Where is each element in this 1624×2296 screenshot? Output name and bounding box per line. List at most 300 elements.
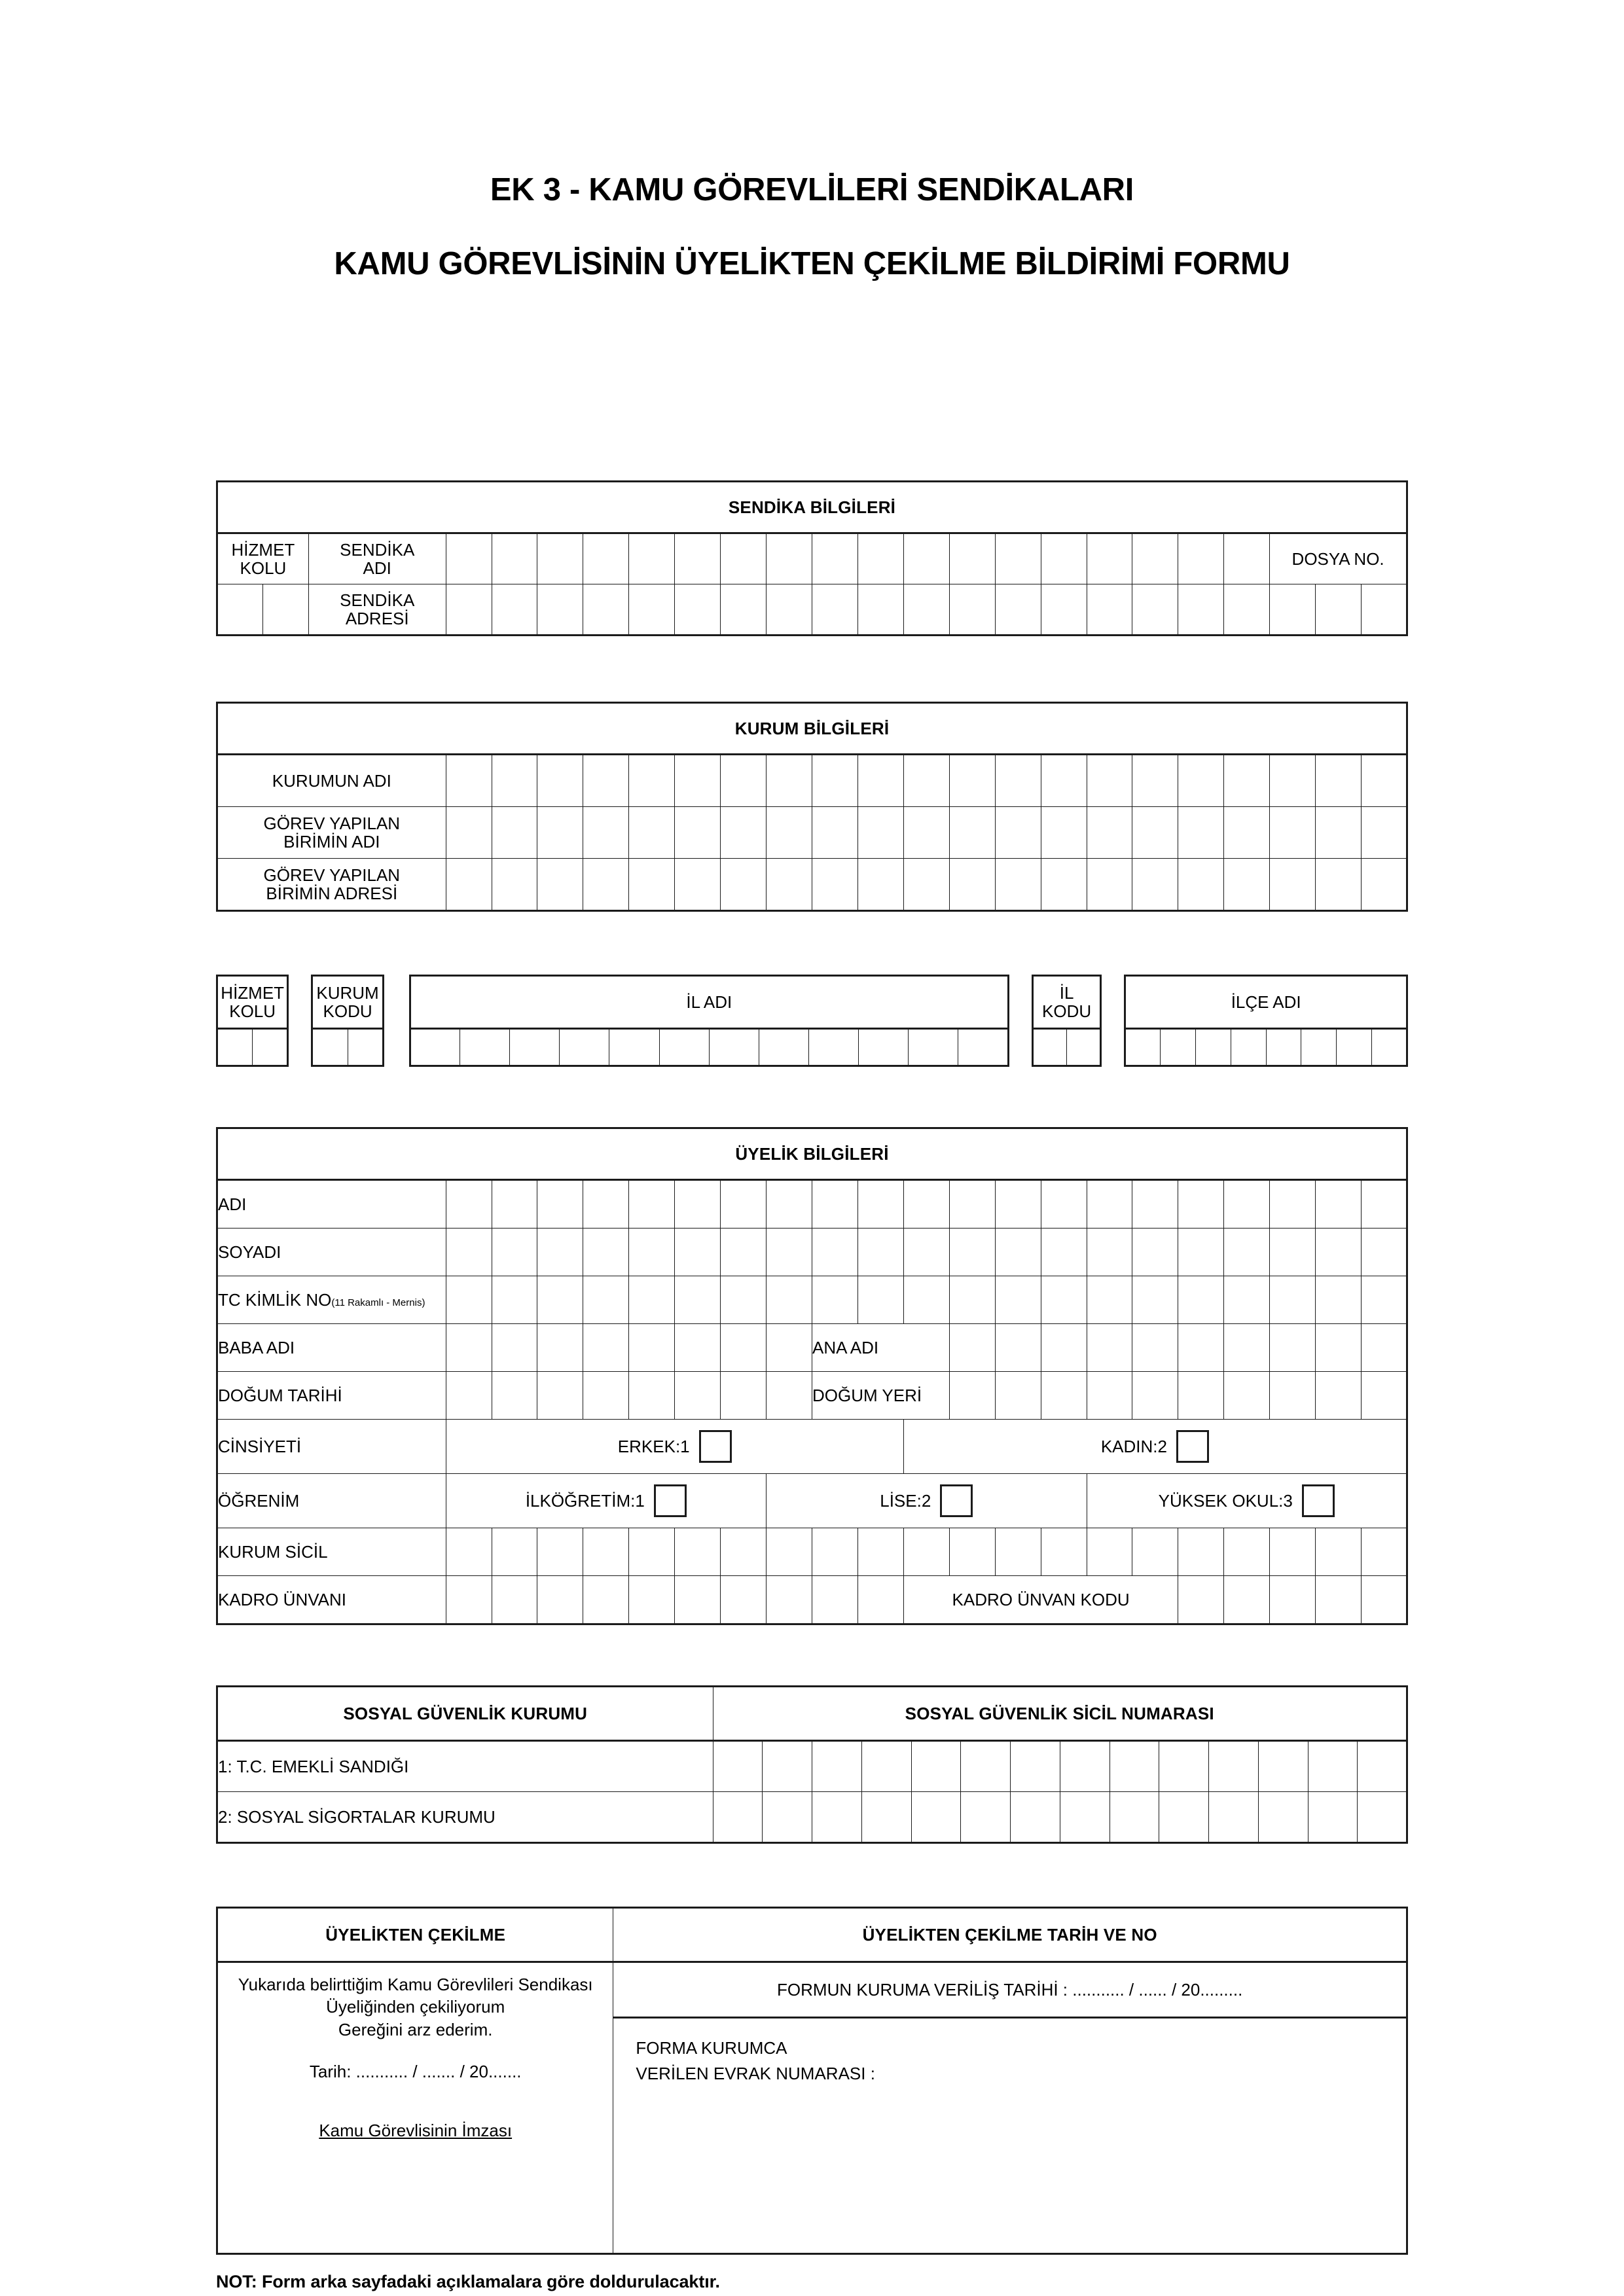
sendika-adi-cell-12[interactable] [949,533,995,584]
adi-cell-6[interactable] [675,1180,721,1229]
kurum-row-3-cell-5[interactable] [629,859,675,911]
kurum-sicil-cell-5[interactable] [629,1528,675,1576]
adi-cell-16[interactable] [1132,1180,1178,1229]
sgk-sosyal-sigortalar-cell-10[interactable] [1159,1792,1209,1843]
kurum-row-3-cell-10[interactable] [857,859,903,911]
tc-kimlik-no-cell-16[interactable] [1132,1276,1178,1324]
soyadi-cell-8[interactable] [767,1229,812,1276]
sendika-adi-cell-11[interactable] [903,533,949,584]
sendika-adresi-cell-8[interactable] [767,584,812,636]
sendika-adresi-cell-17[interactable] [1178,584,1224,636]
adi-cell-11[interactable] [903,1180,949,1229]
kadro-unvani-cell-6[interactable] [675,1576,721,1624]
baba-adi-cell-6[interactable] [675,1324,721,1372]
il-adi-cell-9[interactable] [809,1029,859,1066]
sendika-adresi-cell-3[interactable] [537,584,583,636]
kurum-row-2-cell-12[interactable] [949,807,995,859]
kurum-row-1-cell-2[interactable] [492,755,537,807]
sendika-adi-cell-2[interactable] [492,533,537,584]
sendika-adi-cell-16[interactable] [1132,533,1178,584]
sgk-emekli-sandigi-label[interactable] [217,1741,713,1792]
il-adi-cell-4[interactable] [560,1029,609,1066]
soyadi-cell-9[interactable] [812,1229,857,1276]
sendika-adi-cell-18[interactable] [1224,533,1270,584]
kurum-row-1-cell-18[interactable] [1224,755,1270,807]
sendika-adi-cell-14[interactable] [1041,533,1087,584]
kurum-row-1-cell-8[interactable] [767,755,812,807]
erkek-checkbox[interactable] [699,1430,732,1463]
ana-adi-cell-1[interactable] [949,1324,995,1372]
tc-kimlik-no-cell-6[interactable] [675,1276,721,1324]
adi-cell-2[interactable] [492,1180,537,1229]
sendika-adresi-cell-20[interactable] [1316,584,1362,636]
ilce-adi-cell-7[interactable] [1337,1029,1372,1066]
kurum-row-3-cell-17[interactable] [1178,859,1224,911]
hizmet-kolu-cell-1[interactable] [217,1029,253,1066]
kurum-sicil-cell-7[interactable] [721,1528,767,1576]
sendika-adi-cell-8[interactable] [767,533,812,584]
kurum-row-2-cell-14[interactable] [1041,807,1087,859]
kurum-row-3-cell-3[interactable] [537,859,583,911]
sendika-adresi-cell-1[interactable] [446,584,492,636]
dogum-yeri-cell-2[interactable] [995,1372,1041,1420]
sendika-adi-cell-3[interactable] [537,533,583,584]
ilce-adi-cell-4[interactable] [1231,1029,1266,1066]
sendika-adresi-cell-6[interactable] [675,584,721,636]
kadro-unvani-cell-2[interactable] [492,1576,537,1624]
ilce-adi-cell-1[interactable] [1125,1029,1161,1066]
sendika-adresi-cell-7[interactable] [721,584,767,636]
yuksek-okul-checkbox[interactable] [1302,1484,1335,1517]
kadro-unvani-cell-8[interactable] [767,1576,812,1624]
kurum-row-3-cell-14[interactable] [1041,859,1087,911]
kurum-row-2-cell-8[interactable] [767,807,812,859]
adi-cell-8[interactable] [767,1180,812,1229]
kadro-unvan-kodu-cell-1[interactable] [1178,1576,1224,1624]
dogum-yeri-cell-8[interactable] [1270,1372,1316,1420]
ana-adi-cell-2[interactable] [995,1324,1041,1372]
tc-kimlik-no-cell-4[interactable] [583,1276,629,1324]
tc-kimlik-no-cell-12[interactable] [949,1276,995,1324]
dogum-tarihi-cell-8[interactable] [767,1372,812,1420]
adi-cell-20[interactable] [1316,1180,1362,1229]
kurum-row-2-cell-9[interactable] [812,807,857,859]
sendika-adresi-cell-2[interactable] [492,584,537,636]
hizmet-kolu-cell-2[interactable] [253,1029,288,1066]
sgk-sosyal-sigortalar-cell-9[interactable] [1110,1792,1159,1843]
tc-kimlik-no-cell-5[interactable] [629,1276,675,1324]
adi-cell-10[interactable] [857,1180,903,1229]
sendika-adresi-cell-11[interactable] [903,584,949,636]
tc-kimlik-no-cell-9[interactable] [812,1276,857,1324]
kadro-unvan-kodu-cell-5[interactable] [1362,1576,1407,1624]
ilkogretim-checkbox[interactable] [654,1484,687,1517]
kurum-row-3-cell-2[interactable] [492,859,537,911]
kurum-row-1-cell-4[interactable] [583,755,629,807]
tc-kimlik-no-cell-18[interactable] [1224,1276,1270,1324]
tc-kimlik-no-cell-8[interactable] [767,1276,812,1324]
tc-kimlik-no-cell-20[interactable] [1316,1276,1362,1324]
kamu-gorevlisi-imza-label[interactable]: Kamu Görevlisinin İmzası [319,2121,513,2141]
soyadi-cell-14[interactable] [1041,1229,1087,1276]
soyadi-cell-13[interactable] [995,1229,1041,1276]
kadro-unvan-kodu-cell-2[interactable] [1224,1576,1270,1624]
adi-cell-1[interactable] [446,1180,492,1229]
dogum-tarihi-cell-4[interactable] [583,1372,629,1420]
adi-cell-13[interactable] [995,1180,1041,1229]
kurum-row-3-cell-13[interactable] [995,859,1041,911]
kurum-row-3-cell-12[interactable] [949,859,995,911]
kurum-row-2-cell-5[interactable] [629,807,675,859]
kurum-sicil-cell-9[interactable] [812,1528,857,1576]
sgk-emekli-sandigi-cell-6[interactable] [961,1741,1011,1792]
kurum-row-1-cell-17[interactable] [1178,755,1224,807]
baba-adi-cell-7[interactable] [721,1324,767,1372]
kurum-row-2-cell-17[interactable] [1178,807,1224,859]
sendika-adi-cell-9[interactable] [812,533,857,584]
tc-kimlik-no-cell-15[interactable] [1087,1276,1132,1324]
ilce-adi-cell-2[interactable] [1161,1029,1196,1066]
kurum-row-3-cell-15[interactable] [1087,859,1132,911]
sendika-adresi-cell-4[interactable] [583,584,629,636]
soyadi-cell-21[interactable] [1362,1229,1407,1276]
soyadi-cell-20[interactable] [1316,1229,1362,1276]
kurum-row-3-cell-4[interactable] [583,859,629,911]
baba-adi-cell-8[interactable] [767,1324,812,1372]
sendika-adresi-cell-14[interactable] [1041,584,1087,636]
ana-adi-cell-3[interactable] [1041,1324,1087,1372]
sgk-emekli-sandigi-cell-8[interactable] [1060,1741,1110,1792]
kurum-sicil-cell-14[interactable] [1041,1528,1087,1576]
soyadi-cell-19[interactable] [1270,1229,1316,1276]
dogum-yeri-cell-3[interactable] [1041,1372,1087,1420]
il-adi-cell-1[interactable] [410,1029,460,1066]
kurum-sicil-cell-11[interactable] [903,1528,949,1576]
sgk-sosyal-sigortalar-cell-11[interactable] [1209,1792,1259,1843]
tc-kimlik-no-cell-19[interactable] [1270,1276,1316,1324]
il-adi-cell-8[interactable] [759,1029,808,1066]
kadro-unvani-cell-9[interactable] [812,1576,857,1624]
soyadi-cell-7[interactable] [721,1229,767,1276]
sendika-adi-cell-13[interactable] [995,533,1041,584]
soyadi-cell-1[interactable] [446,1229,492,1276]
sendika-adresi-cell-18[interactable] [1224,584,1270,636]
adi-cell-3[interactable] [537,1180,583,1229]
kurum-row-1-cell-16[interactable] [1132,755,1178,807]
kurum-row-1-cell-5[interactable] [629,755,675,807]
baba-adi-cell-1[interactable] [446,1324,492,1372]
tc-kimlik-no-cell-1[interactable] [446,1276,492,1324]
sgk-sosyal-sigortalar-cell-14[interactable] [1358,1792,1407,1843]
soyadi-cell-11[interactable] [903,1229,949,1276]
kurum-sicil-cell-1[interactable] [446,1528,492,1576]
kurum-row-2-cell-21[interactable] [1362,807,1407,859]
adi-cell-15[interactable] [1087,1180,1132,1229]
kurum-row-3-cell-7[interactable] [721,859,767,911]
kurum-kodu-cell-2[interactable] [348,1029,383,1066]
sgk-emekli-sandigi-cell-1[interactable] [713,1741,763,1792]
kurum-row-1-cell-6[interactable] [675,755,721,807]
sendika-adresi-cell-21[interactable] [1362,584,1407,636]
kurum-row-2-cell-6[interactable] [675,807,721,859]
dogum-yeri-cell-4[interactable] [1087,1372,1132,1420]
sendika-adresi-cell-9[interactable] [812,584,857,636]
adi-cell-5[interactable] [629,1180,675,1229]
kurum-sicil-cell-2[interactable] [492,1528,537,1576]
sgk-emekli-sandigi-cell-14[interactable] [1358,1741,1407,1792]
kurum-row-1-cell-1[interactable] [446,755,492,807]
kurum-sicil-cell-13[interactable] [995,1528,1041,1576]
kurum-row-2-cell-4[interactable] [583,807,629,859]
sgk-sosyal-sigortalar-cell-12[interactable] [1258,1792,1308,1843]
sgk-emekli-sandigi-cell-12[interactable] [1258,1741,1308,1792]
kurum-sicil-cell-3[interactable] [537,1528,583,1576]
kurum-row-3-cell-9[interactable] [812,859,857,911]
tc-kimlik-no-cell-2[interactable] [492,1276,537,1324]
kurum-sicil-cell-6[interactable] [675,1528,721,1576]
sendika-adi-cell-10[interactable] [857,533,903,584]
kurum-row-2-cell-20[interactable] [1316,807,1362,859]
kurum-sicil-cell-16[interactable] [1132,1528,1178,1576]
hizmet-kolu-cell-2[interactable] [262,584,308,636]
soyadi-cell-12[interactable] [949,1229,995,1276]
sgk-sosyal-sigortalar-cell-8[interactable] [1060,1792,1110,1843]
sendika-adresi-cell-16[interactable] [1132,584,1178,636]
kurum-row-2-cell-18[interactable] [1224,807,1270,859]
sgk-emekli-sandigi-cell-3[interactable] [812,1741,862,1792]
kurum-row-3-cell-16[interactable] [1132,859,1178,911]
sgk-sosyal-sigortalar-cell-1[interactable] [713,1792,763,1843]
kurum-row-2-cell-3[interactable] [537,807,583,859]
sgk-sosyal-sigortalar-cell-2[interactable] [763,1792,812,1843]
kadin-checkbox[interactable] [1176,1430,1209,1463]
soyadi-cell-4[interactable] [583,1229,629,1276]
sendika-adresi-cell-15[interactable] [1087,584,1132,636]
soyadi-cell-18[interactable] [1224,1229,1270,1276]
dogum-yeri-cell-10[interactable] [1362,1372,1407,1420]
ilce-adi-cell-5[interactable] [1266,1029,1301,1066]
sgk-emekli-sandigi-cell-13[interactable] [1308,1741,1358,1792]
sgk-sosyal-sigortalar-cell-7[interactable] [1011,1792,1060,1843]
baba-adi-cell-2[interactable] [492,1324,537,1372]
sgk-emekli-sandigi-cell-4[interactable] [861,1741,911,1792]
ana-adi-cell-8[interactable] [1270,1324,1316,1372]
kurum-row-1-cell-13[interactable] [995,755,1041,807]
sgk-sosyal-sigortalar-cell-4[interactable] [861,1792,911,1843]
kadro-unvani-cell-10[interactable] [857,1576,903,1624]
kurum-row-3-cell-18[interactable] [1224,859,1270,911]
baba-adi-cell-5[interactable] [629,1324,675,1372]
kurum-row-3-cell-11[interactable] [903,859,949,911]
kurum-sicil-cell-19[interactable] [1270,1528,1316,1576]
formun-kuruma-verilis-tarihi-cell[interactable] [613,1962,1407,2018]
sendika-adi-cell-7[interactable] [721,533,767,584]
kurum-row-2-cell-7[interactable] [721,807,767,859]
kurum-row-1-cell-7[interactable] [721,755,767,807]
dogum-tarihi-cell-3[interactable] [537,1372,583,1420]
kadin-option-cell[interactable] [903,1420,1407,1474]
evrak-numarasi-cell[interactable] [613,2018,1407,2254]
il-kodu-cell-2[interactable] [1067,1029,1101,1066]
kurum-sicil-cell-18[interactable] [1224,1528,1270,1576]
adi-cell-19[interactable] [1270,1180,1316,1229]
kadro-unvan-kodu-cell-4[interactable] [1316,1576,1362,1624]
sgk-sosyal-sigortalar-cell-6[interactable] [961,1792,1011,1843]
tc-kimlik-no-cell-17[interactable] [1178,1276,1224,1324]
adi-cell-7[interactable] [721,1180,767,1229]
kurum-row-2-cell-11[interactable] [903,807,949,859]
baba-adi-cell-3[interactable] [537,1324,583,1372]
sgk-emekli-sandigi-cell-2[interactable] [763,1741,812,1792]
sgk-emekli-sandigi-cell-11[interactable] [1209,1741,1259,1792]
soyadi-cell-15[interactable] [1087,1229,1132,1276]
kurum-sicil-cell-8[interactable] [767,1528,812,1576]
kurum-row-3-cell-20[interactable] [1316,859,1362,911]
dogum-yeri-cell-9[interactable] [1316,1372,1362,1420]
erkek-option-cell[interactable] [446,1420,903,1474]
ilce-adi-cell-3[interactable] [1196,1029,1231,1066]
adi-cell-9[interactable] [812,1180,857,1229]
dogum-tarihi-cell-6[interactable] [675,1372,721,1420]
sgk-sosyal-sigortalar-cell-5[interactable] [911,1792,961,1843]
baba-adi-cell-4[interactable] [583,1324,629,1372]
il-adi-cell-2[interactable] [460,1029,509,1066]
soyadi-cell-17[interactable] [1178,1229,1224,1276]
sgk-sosyal-sigortalar-label[interactable] [217,1792,713,1843]
sgk-emekli-sandigi-cell-9[interactable] [1110,1741,1159,1792]
dogum-yeri-cell-5[interactable] [1132,1372,1178,1420]
il-adi-cell-11[interactable] [909,1029,958,1066]
ana-adi-cell-7[interactable] [1224,1324,1270,1372]
il-adi-cell-7[interactable] [709,1029,759,1066]
soyadi-cell-10[interactable] [857,1229,903,1276]
ana-adi-cell-10[interactable] [1362,1324,1407,1372]
soyadi-cell-2[interactable] [492,1229,537,1276]
dogum-tarihi-cell-5[interactable] [629,1372,675,1420]
kurum-row-1-cell-11[interactable] [903,755,949,807]
kurum-row-1-cell-14[interactable] [1041,755,1087,807]
tc-kimlik-no-cell-13[interactable] [995,1276,1041,1324]
sendika-adi-cell-17[interactable] [1178,533,1224,584]
il-kodu-cell-1[interactable] [1032,1029,1066,1066]
kurum-row-2-cell-2[interactable] [492,807,537,859]
sendika-adresi-cell-5[interactable] [629,584,675,636]
il-adi-cell-3[interactable] [510,1029,560,1066]
kurum-row-3-cell-6[interactable] [675,859,721,911]
adi-cell-12[interactable] [949,1180,995,1229]
lise-option-cell[interactable] [767,1474,1087,1528]
kurum-row-1-cell-15[interactable] [1087,755,1132,807]
kurum-row-3-cell-8[interactable] [767,859,812,911]
il-adi-cell-5[interactable] [609,1029,659,1066]
kurum-kodu-cell-1[interactable] [312,1029,348,1066]
kurum-sicil-cell-15[interactable] [1087,1528,1132,1576]
kadro-unvani-cell-3[interactable] [537,1576,583,1624]
kadro-unvani-cell-4[interactable] [583,1576,629,1624]
tc-kimlik-no-cell-3[interactable] [537,1276,583,1324]
kadro-unvan-kodu-cell-3[interactable] [1270,1576,1316,1624]
kurum-row-3-cell-21[interactable] [1362,859,1407,911]
ilkogretim-option-cell[interactable] [446,1474,766,1528]
sendika-adi-cell-15[interactable] [1087,533,1132,584]
kurum-row-1-cell-19[interactable] [1270,755,1316,807]
sendika-adresi-cell-12[interactable] [949,584,995,636]
kurum-sicil-cell-10[interactable] [857,1528,903,1576]
kurum-row-1-cell-9[interactable] [812,755,857,807]
sendika-adresi-cell-19[interactable] [1270,584,1316,636]
sendika-adi-cell-5[interactable] [629,533,675,584]
yuksek-okul-option-cell[interactable] [1087,1474,1407,1528]
kurum-row-1-cell-20[interactable] [1316,755,1362,807]
soyadi-cell-3[interactable] [537,1229,583,1276]
dogum-tarihi-cell-7[interactable] [721,1372,767,1420]
sgk-sosyal-sigortalar-cell-13[interactable] [1308,1792,1358,1843]
kurum-row-1-cell-21[interactable] [1362,755,1407,807]
ana-adi-cell-4[interactable] [1087,1324,1132,1372]
sgk-emekli-sandigi-cell-7[interactable] [1011,1741,1060,1792]
dogum-yeri-cell-7[interactable] [1224,1372,1270,1420]
tc-kimlik-no-cell-10[interactable] [857,1276,903,1324]
hizmet-kolu-cell-1[interactable] [217,584,263,636]
kadro-unvani-cell-1[interactable] [446,1576,492,1624]
tc-kimlik-no-cell-7[interactable] [721,1276,767,1324]
tc-kimlik-no-cell-21[interactable] [1362,1276,1407,1324]
sgk-sosyal-sigortalar-cell-3[interactable] [812,1792,862,1843]
kurum-row-3-cell-19[interactable] [1270,859,1316,911]
dogum-yeri-cell-1[interactable] [949,1372,995,1420]
sendika-adresi-cell-10[interactable] [857,584,903,636]
sendika-adresi-cell-13[interactable] [995,584,1041,636]
adi-cell-21[interactable] [1362,1180,1407,1229]
il-adi-cell-6[interactable] [659,1029,709,1066]
kurum-row-2-cell-19[interactable] [1270,807,1316,859]
sgk-emekli-sandigi-cell-5[interactable] [911,1741,961,1792]
kurum-row-1-cell-10[interactable] [857,755,903,807]
kurum-row-2-cell-10[interactable] [857,807,903,859]
kurum-sicil-cell-12[interactable] [949,1528,995,1576]
adi-cell-18[interactable] [1224,1180,1270,1229]
sendika-adi-cell-4[interactable] [583,533,629,584]
soyadi-cell-16[interactable] [1132,1229,1178,1276]
sgk-emekli-sandigi-cell-10[interactable] [1159,1741,1209,1792]
kurum-sicil-cell-4[interactable] [583,1528,629,1576]
ana-adi-cell-5[interactable] [1132,1324,1178,1372]
kadro-unvani-cell-7[interactable] [721,1576,767,1624]
dogum-tarihi-cell-1[interactable] [446,1372,492,1420]
dogum-yeri-cell-6[interactable] [1178,1372,1224,1420]
il-adi-cell-10[interactable] [859,1029,909,1066]
tc-kimlik-no-cell-14[interactable] [1041,1276,1087,1324]
ilce-adi-cell-6[interactable] [1301,1029,1337,1066]
soyadi-cell-5[interactable] [629,1229,675,1276]
soyadi-cell-6[interactable] [675,1229,721,1276]
kurum-sicil-cell-20[interactable] [1316,1528,1362,1576]
ilce-adi-cell-8[interactable] [1372,1029,1407,1066]
dogum-tarihi-cell-2[interactable] [492,1372,537,1420]
kurum-row-1-cell-12[interactable] [949,755,995,807]
kurum-row-1-cell-3[interactable] [537,755,583,807]
adi-cell-4[interactable] [583,1180,629,1229]
sendika-adi-cell-6[interactable] [675,533,721,584]
adi-cell-14[interactable] [1041,1180,1087,1229]
ana-adi-cell-6[interactable] [1178,1324,1224,1372]
ana-adi-cell-9[interactable] [1316,1324,1362,1372]
adi-cell-17[interactable] [1178,1180,1224,1229]
kurum-row-2-cell-15[interactable] [1087,807,1132,859]
kurum-row-2-cell-13[interactable] [995,807,1041,859]
kurum-row-3-cell-1[interactable] [446,859,492,911]
kadro-unvani-cell-5[interactable] [629,1576,675,1624]
